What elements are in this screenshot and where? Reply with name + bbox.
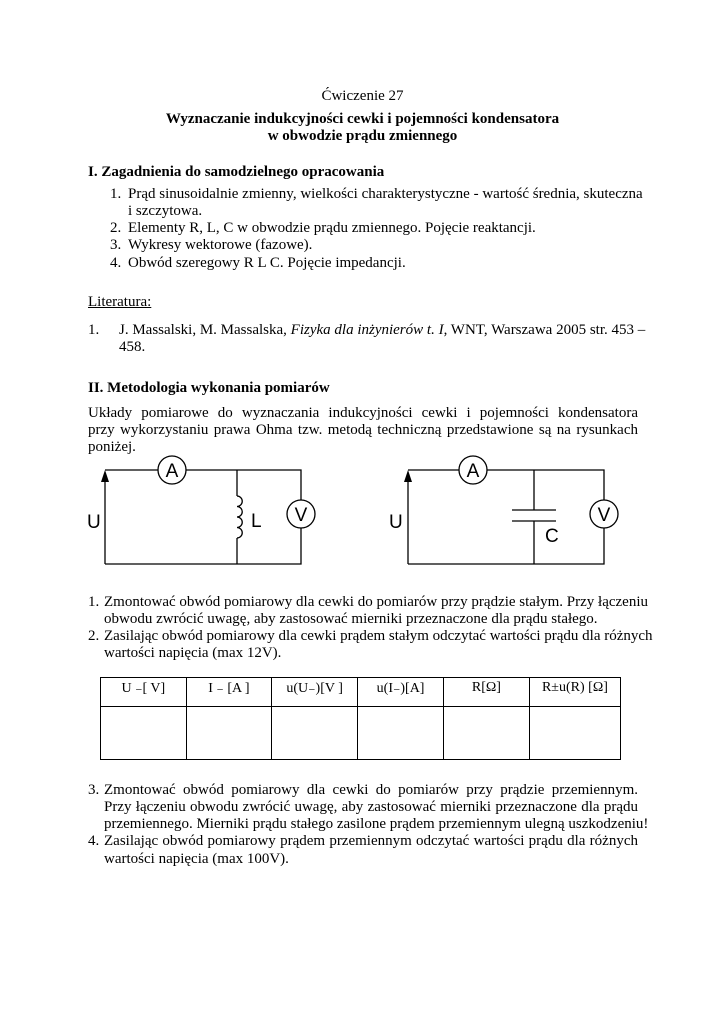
step-number: 2.: [88, 628, 100, 644]
list-item-text: Elementy R, L, C w obwodzie prądu zmiennego. Pojęcie reaktancji.: [128, 220, 536, 236]
capacitor-label: C: [545, 526, 559, 547]
circuit-capacitor: [389, 456, 618, 564]
step-text: Przy łączeniu obwodu zwrócić uwagę, aby zastosować mierniki przeznaczone dla prądu: [104, 799, 638, 815]
ammeter-label: A: [466, 461, 480, 482]
ammeter-label: A: [165, 461, 179, 482]
step-number: 1.: [88, 594, 100, 610]
table-cell[interactable]: [186, 707, 272, 760]
title-line-2: w obwodzie prądu zmiennego: [267, 128, 458, 144]
table-header-cell: R±u(R) [Ω]: [529, 678, 620, 707]
section-2-paragraph-line: poniżej.: [88, 439, 136, 455]
step-text: Zmontować obwód pomiarowy dla cewki do pomiarów przy prądzie stałym. Przy łączeniu: [104, 594, 649, 610]
list-item-text: Prąd sinusoidalnie zmienny, wielkości charakterystyczne - wartość średnia, skuteczna: [128, 186, 643, 202]
source-label: U: [389, 512, 403, 533]
table-header-cell: U ₋[ V]: [101, 678, 187, 707]
table-cell[interactable]: [101, 707, 187, 760]
list-item-text: Obwód szeregowy R L C. Pojęcie impedancji.: [128, 255, 406, 271]
list-item-number: 4.: [110, 255, 122, 271]
source-label: U: [87, 512, 101, 533]
table-header-cell: u(I₋)[A]: [358, 678, 444, 707]
step-text: wartości napięcia (max 100V).: [104, 851, 289, 867]
step-text: Zasilając obwód pomiarowy prądem przemiennym odczytać wartości prądu dla różnych: [104, 833, 638, 849]
section-1-heading: I. Zagadnienia do samodzielnego opracowania: [88, 164, 385, 180]
step-text: przemiennego. Mierniki prądu stałego zasilone prądem przemiennym ulegną uszkodzeniu!: [104, 816, 649, 832]
section-2-heading: II. Metodologia wykonania pomiarów: [88, 380, 330, 396]
voltmeter-label: V: [294, 505, 308, 526]
literature-authors: J. Massalski, M. Massalska,: [119, 322, 291, 338]
table-header-row: [101, 678, 621, 707]
list-item-text: Wykresy wektorowe (fazowe).: [128, 237, 313, 253]
step-text: wartości napięcia (max 12V).: [104, 645, 282, 661]
literature-heading: Literatura:: [88, 294, 152, 310]
circuit-diagrams: [0, 452, 725, 572]
list-item-text: i szczytowa.: [128, 203, 203, 219]
literature-publisher: , WNT, Warszawa 2005 str. 453 –: [443, 322, 646, 338]
section-2-paragraph-line: Układy pomiarowe do wyznaczania indukcyjności cewki i pojemności kondensatora: [88, 405, 638, 421]
measurement-table: [100, 677, 621, 760]
table-cell[interactable]: [358, 707, 444, 760]
table-header-cell: R[Ω]: [444, 678, 530, 707]
table-cell[interactable]: [272, 707, 358, 760]
step-text: Zmontować obwód pomiarowy dla cewki do pomiarów przy prądzie przemiennym.: [104, 782, 638, 798]
voltmeter-label: V: [597, 505, 611, 526]
literature-item-number: 1.: [88, 322, 100, 338]
step-number: 3.: [88, 782, 100, 798]
literature-book-title: Fizyka dla inżynierów t. I: [290, 322, 444, 338]
exercise-number: Ćwiczenie 27: [321, 88, 404, 104]
table-header-cell: I ₋ [A ]: [186, 678, 272, 707]
title-line-1: Wyznaczanie indukcyjności cewki i pojemności kondensatora: [165, 111, 560, 127]
literature-entry-continued: 458.: [119, 339, 146, 355]
list-item-number: 1.: [110, 186, 122, 202]
table-cell[interactable]: [529, 707, 620, 760]
step-number: 4.: [88, 833, 100, 849]
inductor-label: L: [251, 511, 262, 532]
step-text: Zasilając obwód pomiarowy dla cewki prądem stałym odczytać wartości prądu dla różnych: [104, 628, 653, 644]
table-row: [101, 707, 621, 760]
step-text: obwodu zwrócić uwagę, aby zastosować mierniki przeznaczone dla prądu stałego.: [104, 611, 598, 627]
list-item-number: 2.: [110, 220, 122, 236]
circuit-inductor: [87, 456, 315, 564]
section-2-paragraph-line: przy wykorzystaniu prawa Ohma tzw. metodą techniczną przedstawione są na rysunkach: [88, 422, 638, 438]
inductor-symbol: [237, 496, 242, 538]
literature-entry: [119, 322, 645, 339]
table-cell[interactable]: [444, 707, 530, 760]
list-item-number: 3.: [110, 237, 122, 253]
table-header-cell: u(U₋)[V ]: [272, 678, 358, 707]
